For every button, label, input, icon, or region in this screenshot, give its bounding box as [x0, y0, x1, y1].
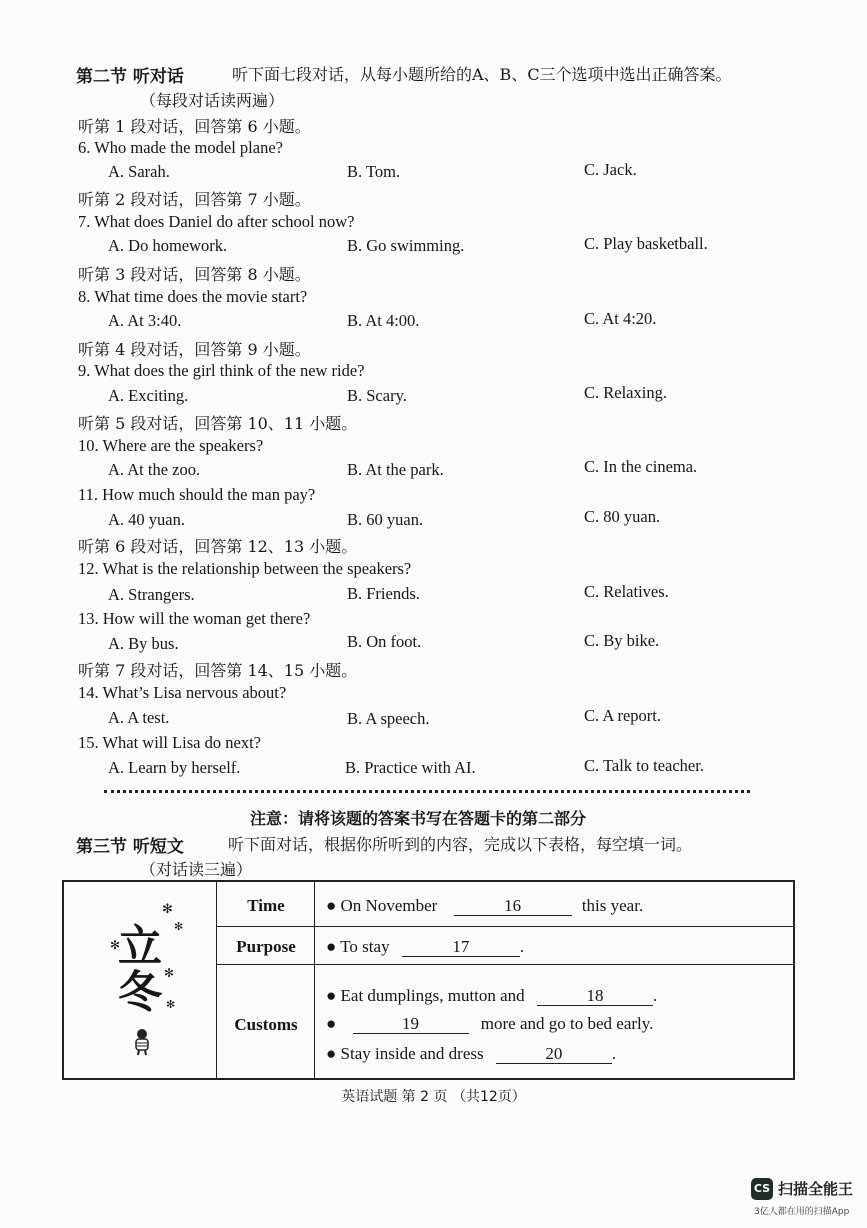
option-b: B. 60 yuan. [347, 510, 424, 529]
bullet: ● [326, 986, 337, 1005]
option-c: C. In the cinema. [584, 457, 698, 476]
question-text: 7. What does Daniel do after school now? [78, 212, 355, 231]
child-figure-icon [132, 1028, 152, 1056]
option-c: C. A report. [584, 706, 661, 725]
question-text: 12. What is the relationship between the speakers? [78, 559, 412, 578]
bullet: ● [326, 1014, 337, 1033]
row-label-purpose: Purpose [236, 937, 296, 956]
option-a: A. Learn by herself. [108, 758, 241, 777]
option-a: A. At 3:40. [108, 311, 182, 330]
customs-line-2 [326, 1014, 653, 1034]
page-footer: 英语试题 第 2 页 （共12页） [341, 1089, 526, 1105]
customs-text: Stay inside and dress [340, 1044, 484, 1063]
snowflake-icon: ✻ [110, 938, 121, 952]
dialogue-lead: 听第 1 段对话，回答第 6 小题。 [78, 117, 311, 136]
question-text: 9. What does the girl think of the new ride? [78, 361, 365, 380]
dialogue-lead: 听第 6 段对话，回答第 12、13 小题。 [78, 537, 358, 556]
snowflake-icon: ✻ [166, 998, 176, 1011]
table-divider [314, 882, 315, 1078]
answer-notice: 注意：请将该题的答案书写在答题卡的第二部分 [250, 809, 587, 828]
question-text: 11. How much should the man pay? [78, 485, 316, 504]
option-b: B. At the park. [347, 460, 444, 479]
snowflake-icon: ✻ [162, 902, 173, 917]
option-b: B. Tom. [347, 162, 401, 181]
answer-blank-18: 18 [537, 987, 653, 1006]
table-divider [216, 964, 793, 965]
scanner-tagline: 3亿人都在用的扫描App [754, 1207, 850, 1217]
dialogue-lead: 听第 2 段对话，回答第 7 小题。 [78, 190, 311, 209]
question-text: 8. What time does the movie start? [78, 287, 308, 306]
customs-text: . [652, 986, 658, 1005]
dialogue-lead: 听第 5 段对话，回答第 10、11 小题。 [78, 414, 358, 433]
question-text: 13. How will the woman get there? [78, 609, 311, 628]
dotted-divider [104, 790, 750, 793]
section3-heading: 第三节 听短文 [76, 837, 184, 857]
answer-blank-20: 20 [496, 1045, 612, 1064]
scanner-app-name: 扫描全能王 [778, 1180, 854, 1198]
option-c: C. Play basketball. [584, 234, 708, 253]
purpose-cell [326, 937, 524, 957]
listening-table [62, 880, 795, 1080]
customs-text: more and go to bed early. [480, 1014, 654, 1033]
section3-instruction: 听下面对话，根据你所听到的内容，完成以下表格，每空填一词。 [228, 835, 693, 854]
option-c: C. Relaxing. [584, 383, 667, 402]
answer-blank-17: 17 [402, 938, 520, 957]
table-divider [216, 882, 217, 1078]
purpose-text-pre: To stay [340, 937, 390, 956]
option-b: B. Friends. [347, 584, 420, 603]
time-text-pre: On November [340, 896, 438, 915]
time-text-post: this year. [581, 896, 644, 915]
option-b: B. Scary. [347, 386, 407, 405]
question-text: 14. What’s Lisa nervous about? [78, 683, 287, 702]
customs-line-3 [326, 1044, 616, 1064]
option-a: A. Strangers. [108, 585, 195, 604]
option-b: B. At 4:00. [347, 311, 420, 330]
customs-line-1 [326, 986, 657, 1006]
option-a: A. Do homework. [108, 236, 228, 255]
dialogue-lead: 听第 3 段对话，回答第 8 小题。 [78, 265, 311, 284]
option-a: A. A test. [108, 708, 170, 727]
section2-note: （每段对话读两遍） [140, 91, 285, 110]
dialogue-lead: 听第 7 段对话，回答第 14、15 小题。 [78, 661, 358, 680]
title-char: 冬 [118, 967, 162, 1018]
option-b: B. A speech. [347, 709, 430, 728]
option-a: A. Exciting. [108, 386, 189, 405]
option-c: C. By bike. [584, 631, 660, 650]
bullet: ● [326, 1044, 337, 1063]
option-a: A. Sarah. [108, 162, 170, 181]
option-c: C. Jack. [584, 160, 637, 179]
option-a: A. 40 yuan. [108, 510, 185, 529]
option-c: C. Relatives. [584, 582, 669, 601]
dialogue-lead: 听第 4 段对话，回答第 9 小题。 [78, 340, 311, 359]
answer-blank-16: 16 [454, 897, 572, 916]
question-text: 6. Who made the model plane? [78, 138, 283, 157]
table-divider [216, 926, 793, 927]
option-b: B. On foot. [347, 632, 422, 651]
time-cell [326, 896, 643, 916]
answer-blank-19: 19 [353, 1015, 469, 1034]
purpose-text-post: . [519, 937, 525, 956]
option-c: C. At 4:20. [584, 309, 657, 328]
row-label-time: Time [247, 896, 285, 915]
section2-instruction: 听下面七段对话，从每小题所给的A、B、C三个选项中选出正确答案。 [232, 65, 732, 84]
question-text: 15. What will Lisa do next? [78, 733, 261, 752]
title-char: 立 [118, 921, 162, 972]
scanner-logo-icon: CS [751, 1178, 773, 1200]
customs-text: . [611, 1044, 617, 1063]
option-a: A. At the zoo. [108, 460, 201, 479]
section3-note: （对话读三遍） [140, 860, 253, 879]
option-b: B. Practice with AI. [345, 758, 476, 777]
customs-text: Eat dumplings, mutton and [340, 986, 525, 1005]
option-c: C. 80 yuan. [584, 507, 661, 526]
bullet: ● [326, 896, 337, 915]
option-c: C. Talk to teacher. [584, 756, 704, 775]
bullet: ● [326, 937, 337, 956]
snowflake-icon: ✻ [164, 966, 175, 980]
row-label-customs: Customs [234, 1015, 298, 1034]
option-a: A. By bus. [108, 634, 179, 653]
option-b: B. Go swimming. [347, 236, 465, 255]
question-text: 10. Where are the speakers? [78, 436, 264, 455]
section2-heading: 第二节 听对话 [76, 67, 184, 87]
snowflake-icon: ✻ [174, 920, 184, 933]
